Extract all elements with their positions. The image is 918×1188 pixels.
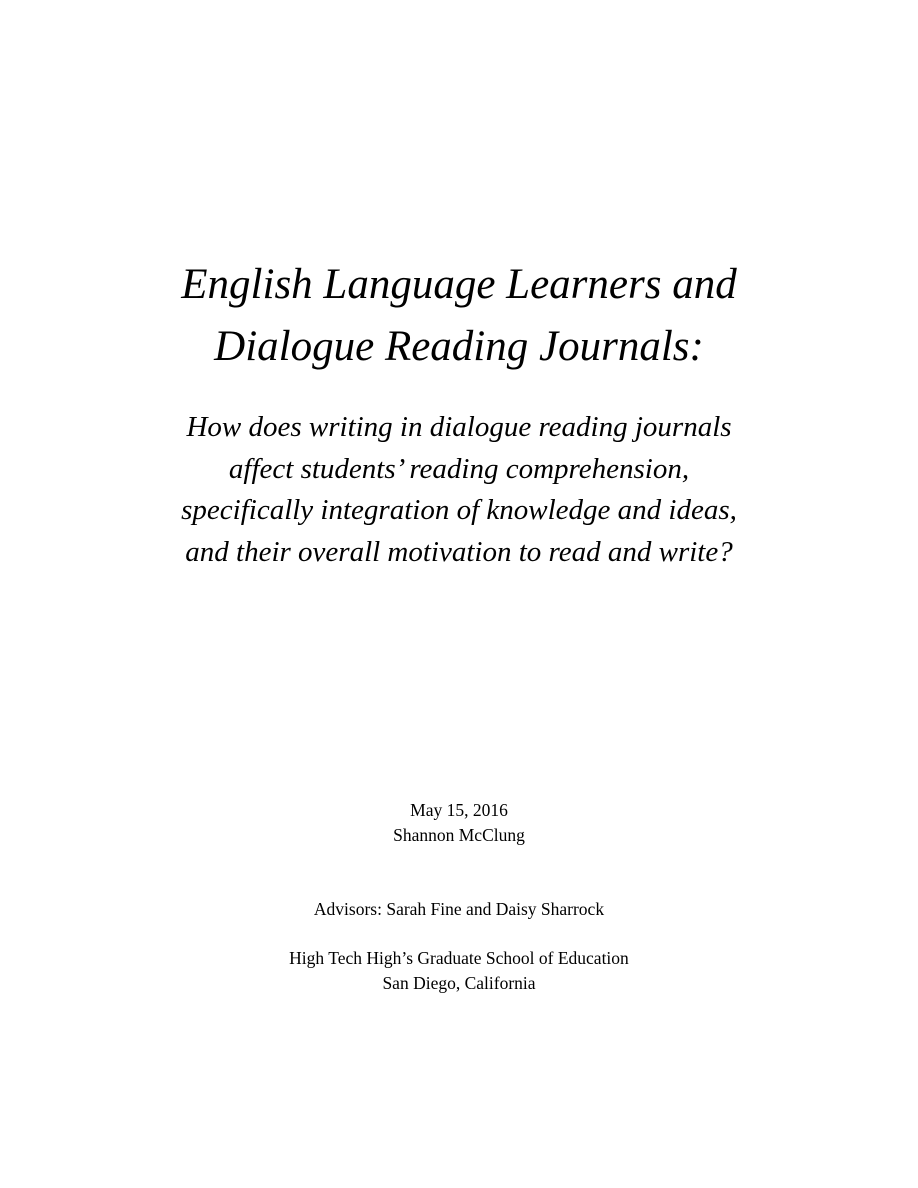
date-author-block (0, 798, 918, 848)
advisors-block (0, 897, 918, 922)
research-question (0, 407, 918, 573)
advisors-text: Advisors: Sarah Fine and Daisy Sharrock (313, 899, 605, 919)
document-title (0, 254, 918, 378)
title-line-1: English Language Learners and (181, 261, 737, 308)
author-name: Shannon McClung (393, 825, 525, 845)
research-question-line-4: and their overall motivation to read and write? (185, 535, 733, 568)
institution-name: High Tech High’s Graduate School of Education (289, 948, 629, 968)
research-question-line-2: affect students’ reading comprehension, (228, 452, 690, 485)
research-question-line-1: How does writing in dialogue reading journals (186, 411, 732, 443)
research-question-line-3: specifically integration of knowledge and ideas, (181, 494, 737, 526)
institution-location: San Diego, California (382, 973, 536, 993)
title-line-2: Dialogue Reading Journals: (214, 323, 704, 370)
document-date: May 15, 2016 (410, 800, 508, 820)
institution-block (0, 946, 918, 996)
